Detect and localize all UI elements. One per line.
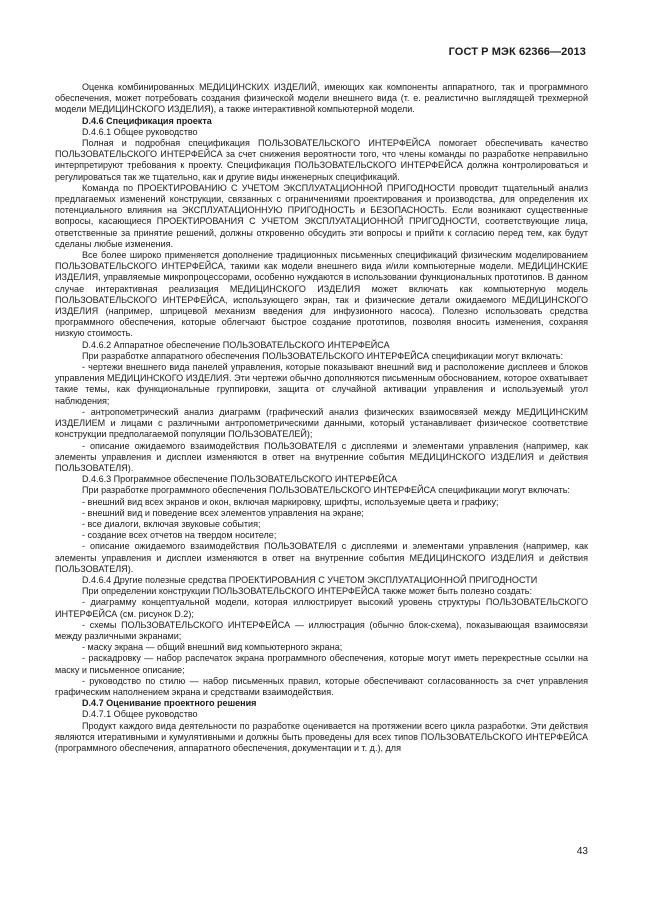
- paragraph: При разработке аппаратного обеспечения ПОЛЬЗОВАТЕЛЬСКОГО ИНТЕРФЕЙСА спецификации могут включать:: [82, 350, 564, 361]
- document-header: ГОСТ Р МЭК 62366—2013: [448, 46, 586, 58]
- paragraph: - антропометрический анализ диаграмм (графический анализ физических взаимосвязей между МЕДИЦИНСКИМ ИЗДЕЛИЕМ и лицами с различными антропометрическими данными, который устанавливает физическое соответствие конструкции предполагаемой популяции ПОЛЬЗОВАТЕЛЕЙ);: [55, 406, 588, 440]
- paragraph: Все более широко применяется дополнение традиционных письменных спецификаций физическим моделированием ПОЛЬЗОВАТЕЛЬСКОГО ИНТЕРФЕЙСА, такими как модели внешнего вида и/или компьютерные модели. МЕДИЦИНСКИЕ ИЗДЕЛИЯ, управляемые микропроцессорами, особенно нуждаются в использовании функциональных прототипов. В данном случае интерактивная реализация МЕДИЦИНСКОГО ИЗДЕЛИЯ может включать как компьютерную модель ПОЛЬЗОВАТЕЛЬСКОГО ИНТЕРФЕЙСА, использующего экран, так и физические детали ожидаемого МЕДИЦИНСКОГО ИЗДЕЛИЯ (например, шприцевой механизм введения для инфузионного насоса). Полезно использовать средства программного обеспечения, которые облегчают быстрое создание прототипов, позволяя вносить изменения, сохраняя низкую стоимость.: [55, 250, 588, 339]
- paragraph: Полная и подробная спецификация ПОЛЬЗОВАТЕЛЬСКОГО ИНТЕРФЕЙСА помогает обеспечивать качество ПОЛЬЗОВАТЕЛЬСКОГО ИНТЕРФЕЙСА за счет снижения вероятности того, что члены команды по разработке неправильно интерпретируют требования к проекту. Спецификация ПОЛЬЗОВАТЕЛЬСКОГО ИНТЕРФЕЙСА должна контролироваться и регулироваться так же тщательно, как и другие виды инженерных спецификаций.: [55, 138, 588, 182]
- paragraph: - раскадровку — набор распечаток экрана программного обеспечения, которые могут иметь перекрестные ссылки на маску и письменное описание;: [55, 653, 588, 675]
- paragraph: - чертежи внешнего вида панелей управления, которые показывают внешний вид и расположение дисплеев и блоков управления МЕДИЦИНСКОГО ИЗДЕЛИЯ. Эти чертежи обычно дополняются письменным обоснованием, которое охватывает такие темы, как функциональные группировки, защита от случайной активации управления и используемый угол наблюдения;: [55, 362, 588, 406]
- paragraph: - описание ожидаемого взаимодействия ПОЛЬЗОВАТЕЛЯ с дисплеями и элементами управления (например, как элементы управления и дисплеи изменяются в ответ на внутренние события МЕДИЦИНСКОГО ИЗДЕЛИЯ и действия ПОЛЬЗОВАТЕЛЯ).: [55, 440, 588, 473]
- section-heading: D.4.6.1 Общее руководство: [82, 126, 198, 137]
- paragraph: - внешний вид и поведение всех элементов управления на экране;: [82, 507, 364, 518]
- paragraph: - руководство по стилю — набор письменных правил, которые обеспечивают согласованность за счет управления графическим наполнением экрана и средствами взаимодействия.: [55, 675, 588, 697]
- section-heading: D.4.6.2 Аппаратное обеспечение ПОЛЬЗОВАТЕЛЬСКОГО ИНТЕРФЕЙСА: [82, 339, 390, 350]
- paragraph: - все диалоги, включая звуковые события;: [82, 518, 261, 529]
- paragraph: - маску экрана — общий внешний вид компьютерного экрана;: [82, 642, 343, 653]
- section-heading: D.4.6.4 Другие полезные средства ПРОЕКТИРОВАНИЯ С УЧЕТОМ ЭКСПЛУАТАЦИОННОЙ ПРИГОДНОСТИ: [82, 574, 538, 585]
- section-heading: D.4.6.3 Программное обеспечение ПОЛЬЗОВАТЕЛЬСКОГО ИНТЕРФЕЙСА: [82, 474, 398, 485]
- paragraph: Команда по ПРОЕКТИРОВАНИЮ С УЧЕТОМ ЭКСПЛУАТАЦИОННОЙ ПРИГОДНОСТИ проводит тщательный анализ предлагаемых изменений конструкции, связанных с ограничениями проектирования и производства, для определения их потенциального влияния на ЭКСПЛУАТАЦИОННУЮ ПРИГОДНОСТЬ и БЕЗОПАСНОСТЬ. Если возникают существенные вопросы, касающиеся ПРОЕКТИРОВАНИЯ С УЧЕТОМ ЭКСПЛУАТАЦИОННОЙ ПРИГОДНОСТИ, соответствующие лица, ответственные за принятие решений, должны откровенно обсудить эти вопросы и прийти к согласию перед тем, как будут сделаны любые изменения.: [55, 182, 588, 249]
- paragraph: Оценка комбинированных МЕДИЦИНСКИХ ИЗДЕЛИЙ, имеющих как компоненты аппаратного, так и программного обеспечения, может потребовать создания физической модели внешнего вида (т. е. реалистично выглядящей трехмерной модели МЕДИЦИНСКОГО ИЗДЕЛИЯ), а также интерактивной компьютерной модели.: [55, 82, 588, 115]
- section-heading: D.4.7.1 Общее руководство: [82, 709, 198, 720]
- paragraph: Продукт каждого вида деятельности по разработке оценивается на протяжении всего цикла разработки. Эти действия являются итеративными и кумулятивными и должны быть проведены для всех типов ПОЛЬЗОВАТЕЛЬСКОГО ИНТЕРФЕЙСА (программного обеспечения, аппаратного обеспечения, документации и т. д.), для: [55, 720, 588, 753]
- paragraph: - схемы ПОЛЬЗОВАТЕЛЬСКОГО ИНТЕРФЕЙСА — иллюстрация (обычно блок-схема), показывающая взаимосвязи между различными экранами;: [55, 619, 588, 641]
- page-number: 43: [576, 846, 588, 857]
- section-heading: D.4.7 Оценивание проектного решения: [82, 698, 257, 709]
- paragraph: При разработке программного обеспечения ПОЛЬЗОВАТЕЛЬСКОГО ИНТЕРФЕЙСА спецификации могут включать:: [82, 485, 570, 496]
- paragraph: - внешний вид всех экранов и окон, включая маркировку, шрифты, используемые цвета и графику;: [82, 496, 499, 507]
- document-body: [55, 82, 588, 754]
- paragraph: - создание всех отчетов на твердом носителе;: [82, 530, 277, 541]
- paragraph: - диаграмму концептуальной модели, которая иллюстрирует высокий уровень структуры ПОЛЬЗОВАТЕЛЬСКОГО ИНТЕРФЕЙСА (см. рисунок D.2);: [55, 597, 588, 619]
- paragraph: - описание ожидаемого взаимодействия ПОЛЬЗОВАТЕЛЯ с дисплеями и элементами управления (например, как элементы управления и дисплеи изменяются в ответ на внутренние события МЕДИЦИНСКОГО ИЗДЕЛИЯ и действия ПОЛЬЗОВАТЕЛЯ).: [55, 541, 588, 574]
- paragraph: При определении конструкции ПОЛЬЗОВАТЕЛЬСКОГО ИНТЕРФЕЙСА также может быть полезно создать:: [82, 586, 533, 597]
- section-heading: D.4.6 Спецификация проекта: [82, 115, 212, 126]
